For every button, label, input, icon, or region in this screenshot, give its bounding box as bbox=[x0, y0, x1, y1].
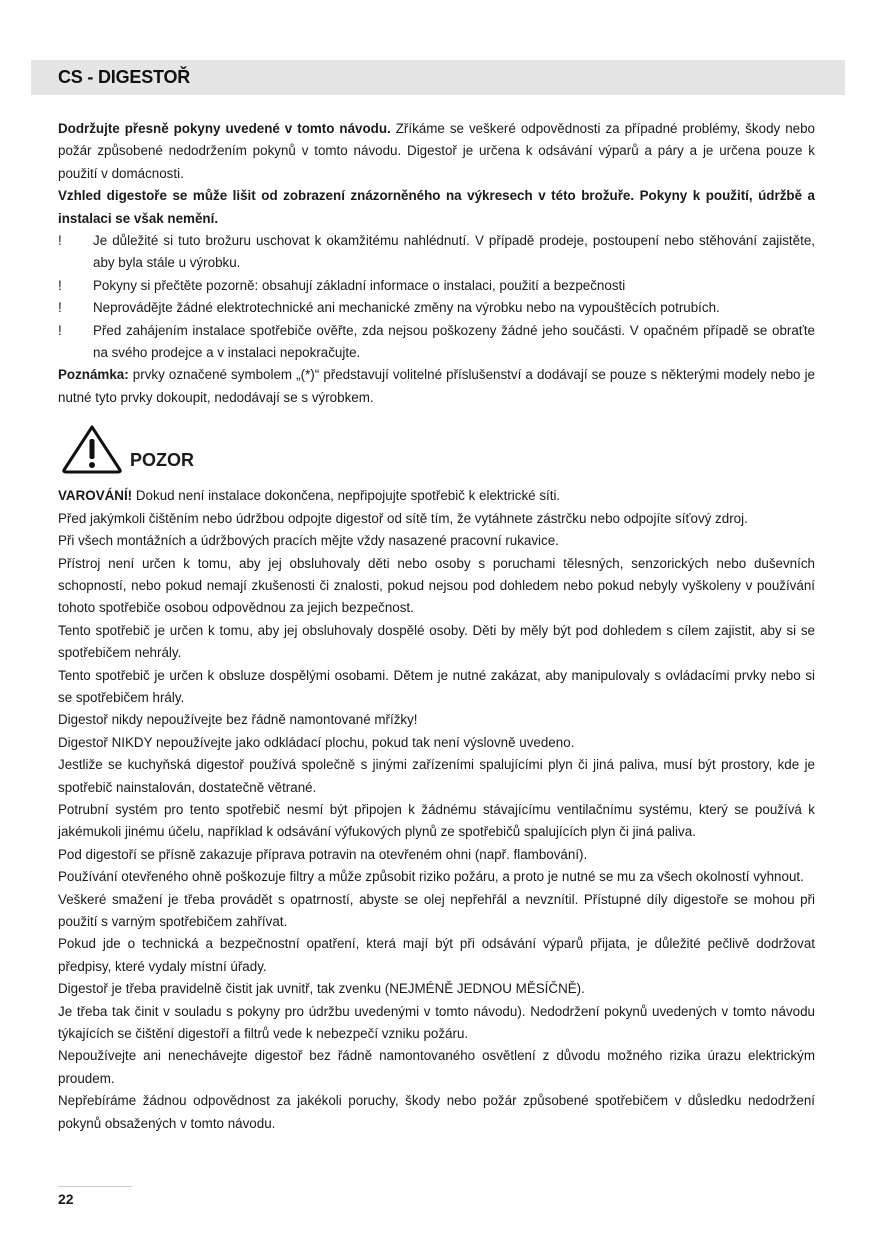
footer-divider bbox=[58, 1186, 132, 1187]
warning-triangle-icon bbox=[60, 423, 124, 475]
section-header bbox=[31, 60, 845, 95]
warning-paragraph: Nepoužívejte ani nenechávejte digestoř bez řádně namontovaného osvětlení z důvodu možného rizika úrazu elektrickým proudem. bbox=[58, 1048, 815, 1086]
exclamation-icon: ! bbox=[58, 300, 62, 316]
warning-paragraph: Jestliže se kuchyňská digestoř používá společně s jinými zařízeními spalujícími plyn či jiná paliva, musí být prostory, kde je spotřebič nainstalován, dostatečně větrané. bbox=[58, 757, 815, 795]
exclamation-icon: ! bbox=[58, 322, 62, 338]
warning-lead-text: Dokud není instalace dokončena, nepřipojujte spotřebič k elektrické síti. bbox=[132, 488, 561, 504]
warning-paragraph: Digestoř je třeba pravidelně čistit jak uvnitř, tak zvenku (NEJMÉNĚ JEDNOU MĚSÍČNĚ). bbox=[58, 981, 585, 997]
warning-lead-bold: VAROVÁNÍ! bbox=[58, 488, 133, 504]
list-item bbox=[58, 297, 815, 319]
warning-paragraph: Potrubní systém pro tento spotřebič nesmí být připojen k žádnému stávajícímu ventilačnímu systému, který se používá k jakémukoli jinému účelu, například k odsávání výfukových plynů ze spotřebičů spalujících plyn či jiná paliva. bbox=[58, 801, 815, 840]
exclamation-icon: ! bbox=[58, 277, 62, 293]
exclamation-icon: ! bbox=[58, 233, 62, 249]
warning-paragraph: Při všech montážních a údržbových pracích mějte vždy nasazené pracovní rukavice. bbox=[58, 533, 559, 549]
list-item-text: Je důležité si tuto brožuru uschovat k okamžitému nahlédnutí. V případě prodeje, postoupení nebo stěhování zajistěte, aby byla stále u výrobku. bbox=[93, 233, 815, 271]
warning-paragraph: Tento spotřebič je určen k obsluze dospělými osobami. Dětem je nutné zakázat, aby manipulovaly s ovládacími prvky nebo si se spotřebičem hrály. bbox=[58, 667, 815, 705]
warning-paragraph: Používání otevřeného ohně poškozuje filtry a může způsobit riziko požáru, a proto je nutné se mu za všech okolností vyhnout. bbox=[58, 869, 804, 885]
warning-paragraph: Tento spotřebič je určen k tomu, aby jej obsluhovaly dospělé osoby. Děti by měly být pod dohledem s cílem zajistit, aby si se spotřebičem nehrály. bbox=[58, 622, 815, 661]
warning-heading bbox=[58, 423, 815, 485]
warning-paragraph: Přístroj není určen k tomu, aby jej obsluhovaly děti nebo osoby s poruchami tělesných, senzorických nebo duševních schopností, nebo pokud nemají zkušenosti či znalosti, pokud nejsou pod dohledem nebo pokud nebyly vyškoleny v používání tohoto spotřebiče osobou odpovědnou za jejich bezpečnost. bbox=[58, 555, 815, 616]
intro-notice: Vzhled digestoře se může lišit od zobrazení znázorněného na výkresech v této brožuře. Pokyny k použití, údržbě a instalaci se však nemění. bbox=[58, 188, 815, 226]
document-body bbox=[58, 118, 815, 1135]
intro-bold: Dodržujte přesně pokyny uvedené v tomto návodu. bbox=[58, 121, 391, 136]
warning-paragraph: Před jakýmkoli čištěním nebo údržbou odpojte digestoř od sítě tím, že vytáhnete zástrčku nebo odpojíte síťový zdroj. bbox=[58, 510, 748, 526]
note-label: Poznámka: bbox=[58, 367, 129, 383]
warning-paragraphs bbox=[58, 508, 815, 1135]
warning-paragraph: Pokud jde o technická a bezpečnostní opatření, která mají být při odsávání výparů přijata, je důležité pečlivě dodržovat předpisy, které vydaly místní úřady. bbox=[58, 936, 815, 974]
intro-text: Zříkáme se veškeré odpovědnosti za případné problémy, škody nebo požár způsobené nedodržením pokynů v tomto návodu. Digestoř je určena k odsávání výparů a páry a je určena pouze k použití v domácnosti. bbox=[58, 121, 815, 181]
warning-paragraph: Nepřebíráme žádnou odpovědnost za jakékoli poruchy, škody nebo požár způsobené spotřebičem v důsledku nedodržení pokynů obsažených v tomto návodu. bbox=[58, 1093, 815, 1131]
list-item-text: Neprovádějte žádné elektrotechnické ani mechanické změny na výrobku nebo na vypouštěcích potrubích. bbox=[93, 300, 720, 316]
warning-paragraph: Je třeba tak činit v souladu s pokyny pro údržbu uvedenými v tomto návodu). Nedodržení pokynů uvedených v tomto návodu týkajících se čištění digestoří a filtrů vede k nebezpečí vzniku požáru. bbox=[58, 1003, 815, 1042]
section-title: CS - DIGESTOŘ bbox=[58, 67, 191, 87]
note-text: prvky označené symbolem „(*)“ představují volitelné příslušenství a dodávají se pouze s některými modely nebo je nutné tyto prvky dokoupit, nedodávají se s výrobkem. bbox=[58, 367, 815, 405]
warning-paragraph: Digestoř NIKDY nepoužívejte jako odkládací plochu, pokud tak není výslovně uvedeno. bbox=[58, 734, 575, 750]
caution-list bbox=[58, 230, 815, 364]
warning-paragraph: Digestoř nikdy nepoužívejte bez řádně namontované mřížky! bbox=[58, 712, 418, 728]
warning-paragraph: Pod digestoří se přísně zakazuje příprava potravin na otevřeném ohni (např. flambování). bbox=[58, 846, 588, 862]
page-number: 22 bbox=[58, 1191, 74, 1207]
intro-paragraph bbox=[58, 118, 815, 185]
list-item bbox=[58, 275, 815, 297]
warning-title: POZOR bbox=[130, 450, 195, 471]
warning-paragraph: Veškeré smažení je třeba provádět s opatrností, abyste se olej nepřehřál a nevznítil. Přístupné díly digestoře se mohou při použití s varným spotřebičem zahřívat. bbox=[58, 891, 815, 929]
list-item bbox=[58, 320, 815, 365]
list-item bbox=[58, 230, 815, 275]
warning-lead bbox=[58, 485, 815, 507]
list-item-text: Pokyny si přečtěte pozorně: obsahují základní informace o instalaci, použití a bezpečnosti bbox=[93, 277, 626, 293]
note-paragraph bbox=[58, 364, 815, 409]
list-item-text: Před zahájením instalace spotřebiče ověřte, zda nejsou poškozeny žádné jeho součásti. V opačném případě se obraťte na svého prodejce a v instalaci nepokračujte. bbox=[93, 322, 815, 361]
